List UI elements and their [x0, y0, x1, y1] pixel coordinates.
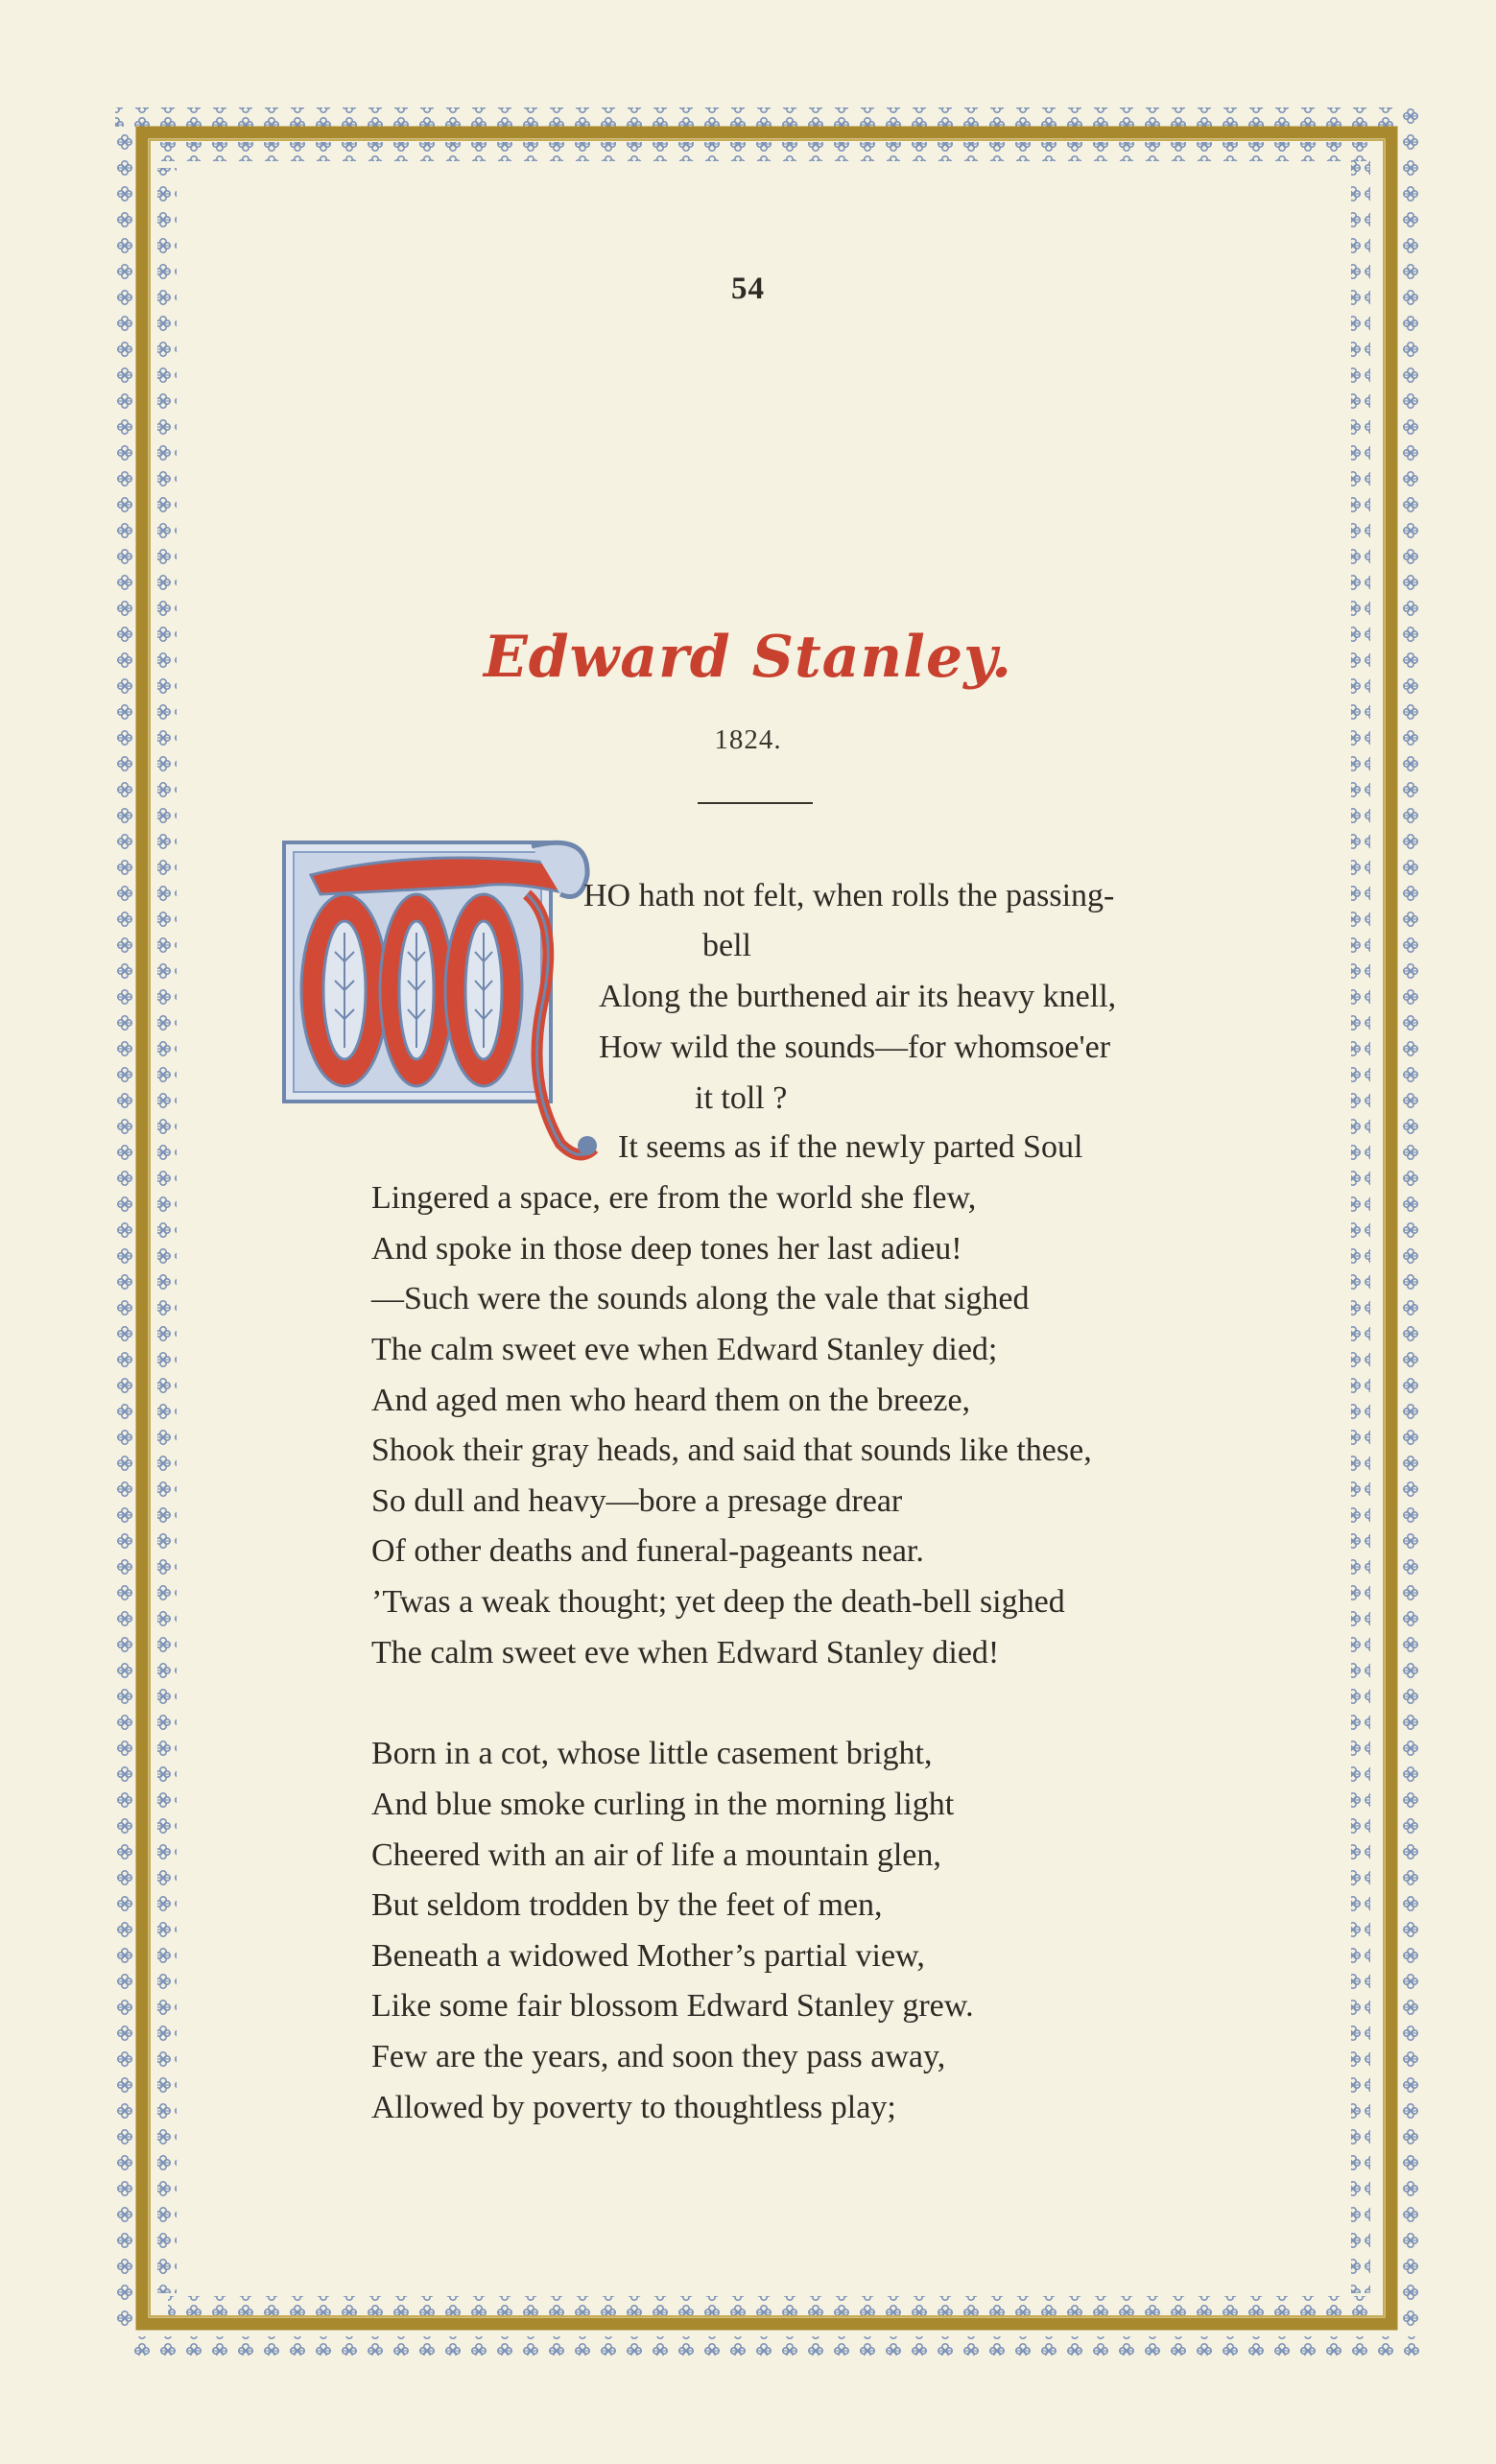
page-number: 54 [731, 272, 765, 306]
poem-line: Cheered with an air of life a mountain glen, [371, 1837, 941, 1873]
poem-line: And spoke in those deep tones her last adieu! [371, 1231, 962, 1267]
poem-line: bell [702, 928, 751, 963]
poem-line: ’Twas a weak thought; yet deep the death-bell sighed [371, 1584, 1065, 1620]
poem-line: And aged men who heard them on the breeze, [371, 1383, 971, 1418]
poem-line: And blue smoke curling in the morning light [371, 1787, 955, 1822]
poem-line: Shook their gray heads, and said that sounds like these, [371, 1433, 1092, 1468]
poem-line: Allowed by poverty to thoughtless play; [371, 2090, 896, 2125]
poem-line: The calm sweet eve when Edward Stanley died! [371, 1635, 1000, 1670]
title-rule [698, 802, 813, 804]
poem-line: Lingered a space, ere from the world she flew, [371, 1180, 977, 1216]
poem-line: —Such were the sounds along the vale that sighed [371, 1281, 1030, 1316]
poem-line: Born in a cot, whose little casement bright, [371, 1736, 933, 1771]
poem-line: The calm sweet eve when Edward Stanley died; [371, 1332, 998, 1367]
poem-line: Beneath a widowed Mother’s partial view, [371, 1938, 925, 1974]
poem-line: Like some fair blossom Edward Stanley grew. [371, 1988, 974, 2024]
poem-line: How wild the sounds—for whomsoe'er [599, 1030, 1111, 1065]
poem-line: Along the burthened air its heavy knell, [599, 979, 1117, 1014]
poem-line: it toll ? [695, 1080, 788, 1116]
poem-line: HO hath not felt, when rolls the passing- [583, 878, 1115, 913]
poem-line: It seems as if the newly parted Soul [618, 1129, 1083, 1165]
poem-line: So dull and heavy—bore a presage drear [371, 1483, 903, 1519]
poem-line: Few are the years, and soon they pass away, [371, 2039, 946, 2074]
poem-title: Edward Stanley. [483, 624, 1013, 691]
poem-line: But seldom trodden by the feet of men, [371, 1887, 883, 1923]
poem-year: 1824. [714, 724, 782, 755]
poem-line: Of other deaths and funeral-pageants near. [371, 1533, 924, 1569]
illuminated-dropcap [282, 837, 599, 1168]
